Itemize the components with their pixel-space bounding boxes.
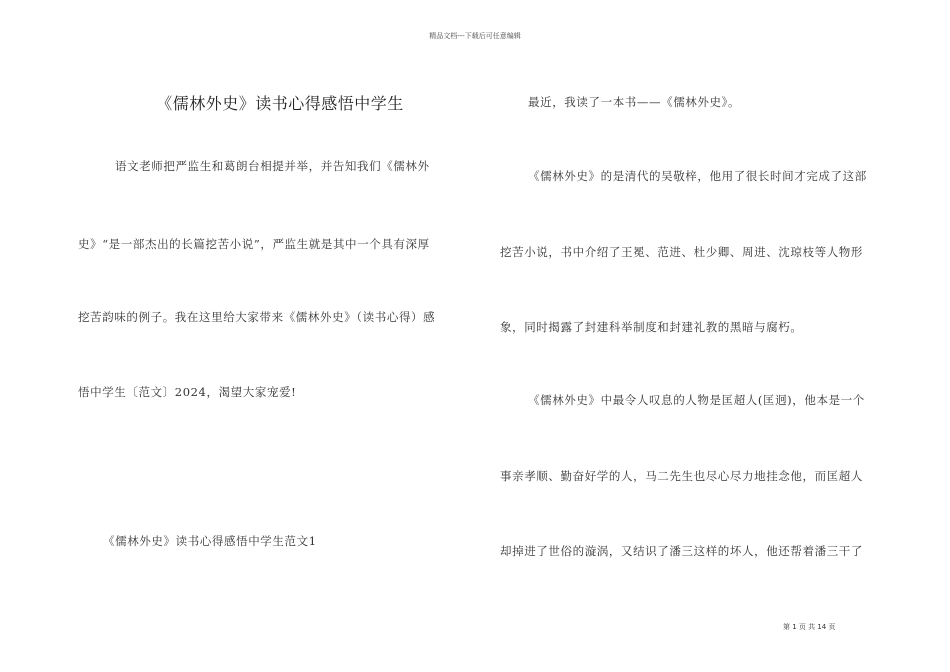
document-title: 《儒林外史》读书心得感悟中学生 (156, 94, 404, 113)
right-paragraph-line-1: 最近，我读了一本书——《儒林外史》。 (528, 95, 741, 109)
section-heading-1: 《儒林外史》读书心得感悟中学生范文1 (103, 534, 317, 548)
left-paragraph-line-2: 史》“是一部杰出的长篇挖苦小说”，严监生就是其中一个具有深厚 (78, 237, 430, 251)
page-number: 第 1 页 共 14 页 (783, 623, 836, 631)
right-paragraph-line-6: 事亲孝顺、勤奋好学的人，马二先生也尽心尽力地挂念他，而匡超人 (500, 469, 863, 483)
left-paragraph-line-4: 悟中学生〔范文〕2024，渴望大家宠爱! (78, 385, 297, 399)
right-paragraph-line-7: 却掉进了世俗的漩涡，又结识了潘三这样的坏人，他还帮着潘三干了 (500, 544, 863, 558)
left-paragraph-line-3: 挖苦韵味的例子。我在这里给大家带来《儒林外史》（读书心得）感 (78, 310, 436, 324)
page-header: 精品文档---下载后可任意编辑 (429, 32, 521, 40)
right-paragraph-line-5: 《儒林外史》中最令人叹息的人物是匡超人(匡迥)，他本是一个 (528, 393, 865, 407)
right-paragraph-line-4: 象，同时揭露了封建科举制度和封建礼教的黑暗与腐朽。 (500, 320, 803, 334)
left-paragraph-line-1: 语文老师把严监生和葛朗台相提并举，并告知我们《儒林外 (115, 159, 430, 173)
right-paragraph-line-2: 《儒林外史》的是清代的吴敬梓，他用了很长时间才完成了这部 (528, 169, 867, 183)
right-paragraph-line-3: 挖苦小说，书中介绍了王冕、范进、杜少卿、周进、沈琼枝等人物形 (500, 245, 863, 259)
